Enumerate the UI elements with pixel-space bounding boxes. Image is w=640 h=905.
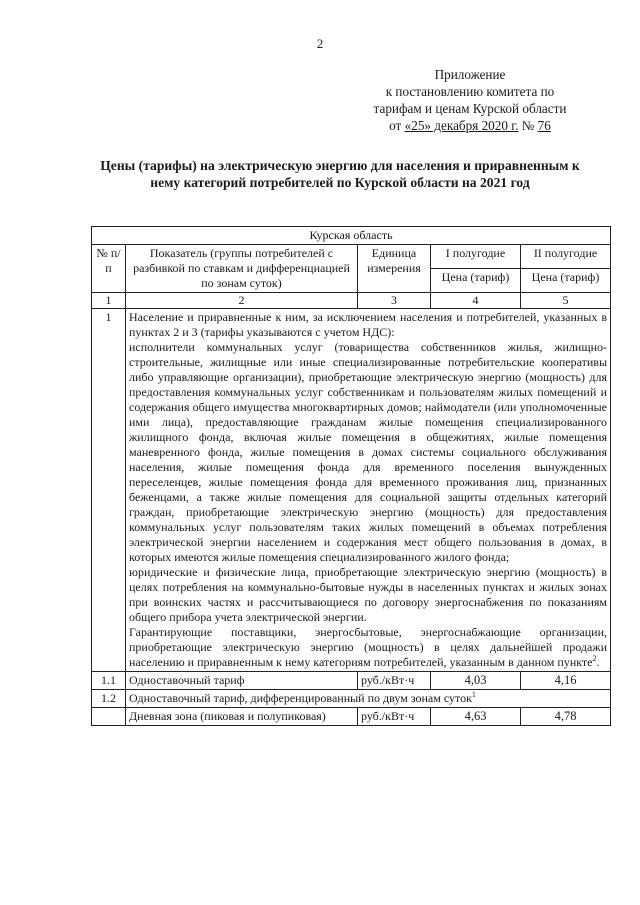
appendix-number: 76 xyxy=(537,118,551,133)
header-half1: I полугодие xyxy=(431,245,521,269)
row-num: 1 xyxy=(92,309,126,672)
price-h1: 4,63 xyxy=(431,708,521,726)
price-h2: 4,16 xyxy=(521,672,611,690)
footnote-marker: 1 xyxy=(471,690,476,699)
page-number: 2 xyxy=(316,36,324,51)
appendix-number-prefix: № xyxy=(518,118,538,133)
row-num: 1.2 xyxy=(92,690,126,708)
row1-paragraph-4 xyxy=(129,625,607,670)
column-number: 3 xyxy=(358,293,431,309)
table-row-1 xyxy=(92,309,611,672)
row1-paragraph-1: Население и приравненные к ним, за исключением населения и потребителей, указанных в пунктах 2 и 3 (тарифы указываются с учетом НДС): xyxy=(129,310,608,339)
row1-paragraph-4-text: Гарантирующие поставщики, энергосбытовые, энергоснабжающие организации, приобретающие электрическую энергию (мощность) в целях дальнейшей продажи населению и приравненным к нему категориям потребителей, указанным в данном пункте xyxy=(129,625,608,669)
row1-description xyxy=(126,309,611,672)
row-label xyxy=(126,690,611,708)
row-unit: руб./кВт·ч xyxy=(358,708,431,726)
header-indicator: Показатель (группы потребителей с разбивкой по ставкам и дифференциацией по зонам суток) xyxy=(126,245,358,293)
tariff-table xyxy=(91,226,611,726)
appendix-block xyxy=(345,66,595,134)
region-row xyxy=(92,227,611,245)
header-row xyxy=(92,245,611,269)
price-h2: 4,78 xyxy=(521,708,611,726)
table-row-1-1 xyxy=(92,672,611,690)
appendix-line3: тарифам и ценам Курской области xyxy=(373,101,567,116)
row-unit: руб./кВт·ч xyxy=(358,672,431,690)
appendix-line1: Приложение xyxy=(434,67,506,82)
appendix-prefix: от xyxy=(389,118,405,133)
row-label: Одноставочный тариф xyxy=(126,672,358,690)
header-half2: II полугодие xyxy=(521,245,611,269)
row-label: Дневная зона (пиковая и полупиковая) xyxy=(126,708,358,726)
header-price1: Цена (тариф) xyxy=(431,269,521,293)
header-price2: Цена (тариф) xyxy=(521,269,611,293)
header-num: № п/п xyxy=(92,245,126,293)
column-number: 2 xyxy=(126,293,358,309)
price-h1: 4,03 xyxy=(431,672,521,690)
appendix-line4 xyxy=(345,117,595,134)
footnote-marker: 2 xyxy=(592,654,597,663)
document-title: Цены (тарифы) на электрическую энергию для населения и приравненным к нему категорий потребителей по Курской области на 2021 год xyxy=(100,158,580,190)
column-number-row xyxy=(92,293,611,309)
row1-paragraph-3: юридические и физические лица, приобретающие электрическую энергию (мощность) в целях потребления на коммунально-бытовые нужды в населенных пунктах и жилых зонах при воинских частях и рассчитывающиеся по договору энергоснабжения по показаниям общего прибора учета электрической энергии. xyxy=(129,565,608,624)
row-num: 1.1 xyxy=(92,672,126,690)
appendix-date: «25» декабря 2020 г. xyxy=(404,118,519,133)
row1-paragraph-2: исполнители коммунальных услуг (товарищества собственников жилья, жилищно-строительные, жилищные или иные специализированные потребительские кооперативы либо управляющие организации), приобретающие электрическую энергию (мощность) для предоставления коммунальных услуг собственникам и пользователям жилых помещений и содержания общего имущества многоквартирных домов; наймодатели (или уполномоченные ими лица), предоставляющие гражданам жилые помещения специализированного жилищного фонда, включая жилые помещения в общежитиях, жилые помещения маневренного фонда, жилые помещения в домах системы социального обслуживания населения, жилые помещения фонда для временного поселения вынужденных переселенцев, жилые помещения фонда для временного проживания лиц, признанных беженцами, а также жилые помещения для социальной защиты отдельных категорий граждан, приобретающие электрическую энергию (мощность) для предоставления коммунальных услуг пользователям таких жилых помещений в объемах потребления электрической энергии населением и содержания мест общего пользования в домах, в которых имеются жилые помещения специализированного жилого фонда; xyxy=(129,340,608,564)
header-unit: Единица измерения xyxy=(358,245,431,293)
row12-label: Одноставочный тариф, дифференцированный по двум зонам суток xyxy=(129,691,472,705)
table-row-1-2 xyxy=(92,690,611,708)
row1-paragraph-4-end: . xyxy=(596,655,600,669)
column-number: 1 xyxy=(92,293,126,309)
appendix-line2: к постановлению комитета по xyxy=(385,84,555,99)
row-num-empty xyxy=(92,708,126,726)
column-number: 4 xyxy=(431,293,521,309)
table-row-1-2-day xyxy=(92,708,611,726)
region-name: Курская область xyxy=(92,227,611,245)
column-number: 5 xyxy=(521,293,611,309)
